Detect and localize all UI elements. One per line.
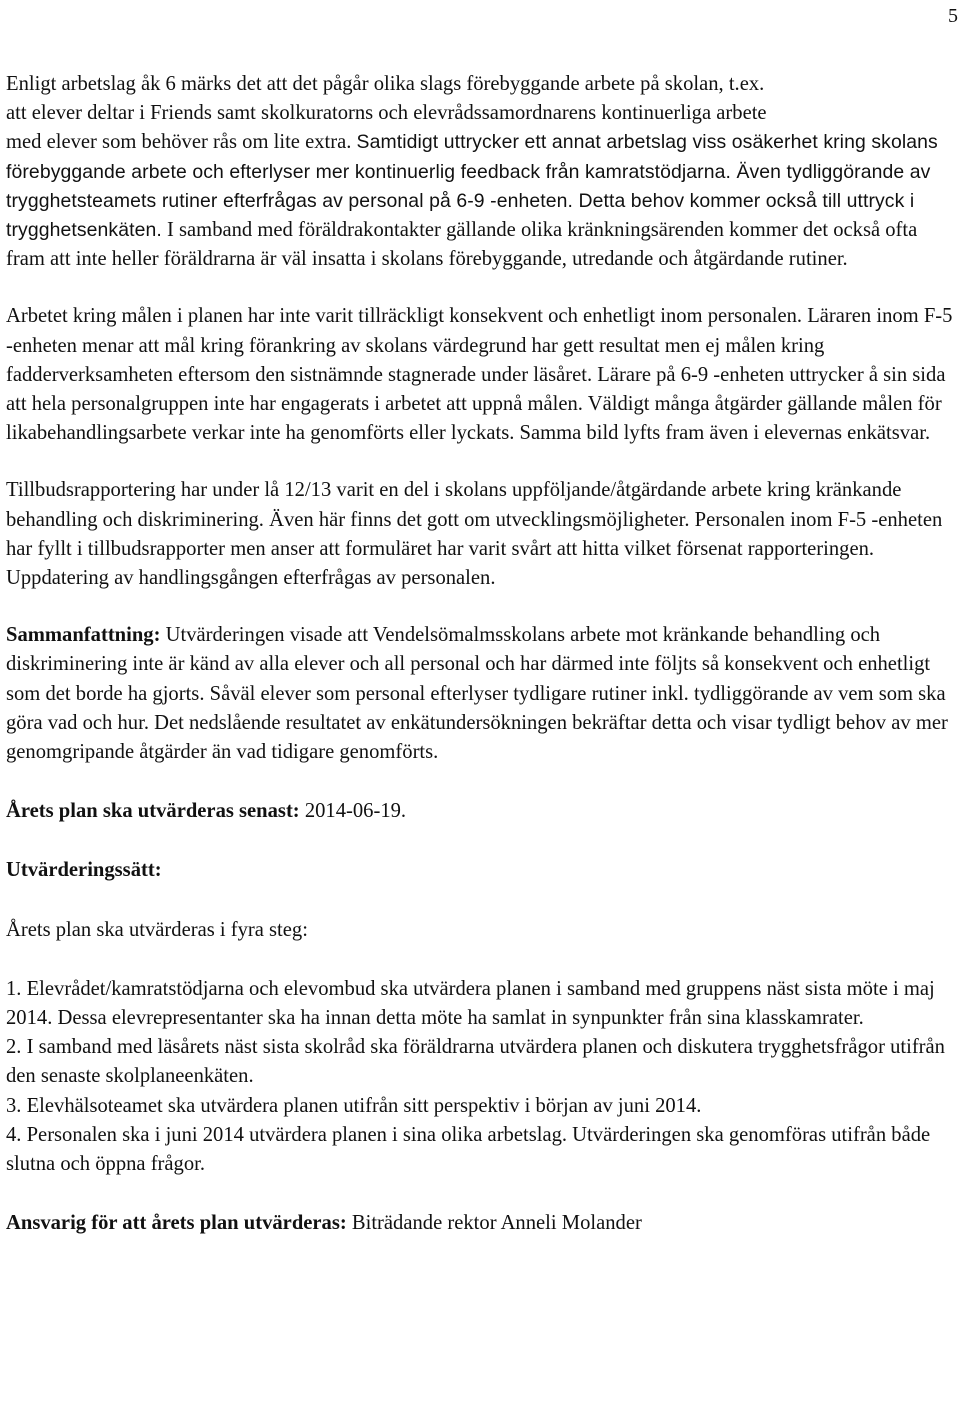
text-segment: I samband med föräldrakontakter gällande olika kränkningsärenden kommer det också ofta fram att inte heller föräldrarna är väl insatta i skolans förebyggande, utredande och åtgärdande rutiner. [6, 219, 918, 271]
steps-list [6, 975, 956, 1179]
method-heading: Utvärderingssätt: [6, 859, 162, 882]
paragraph-arbetslag [6, 70, 956, 274]
responsible-line [6, 1209, 956, 1238]
paragraph-summary [6, 621, 956, 767]
summary-label: Sammanfattning: [6, 624, 161, 647]
document-body [6, 70, 956, 1239]
deadline-line [6, 797, 956, 826]
step-item: 1. Elevrådet/kamratstödjarna och elevombud ska utvärdera planen i samband med gruppens näst sista möte i maj 2014. Dessa elevrepresentanter ska ha innan detta möte ha samlat in synpunkter från sina klasskamrater. [6, 977, 935, 1030]
page-number: 5 [948, 5, 958, 27]
deadline-label: Årets plan ska utvärderas senast: [6, 800, 300, 823]
step-item: 2. I samband med läsårets näst sista skolråd ska föräldrarna utvärdera planen och diskutera trygghetsfrågor utifrån den senaste skolplaneenkäten. [6, 1036, 945, 1088]
deadline-value: 2014-06-19. [299, 800, 407, 823]
summary-text: Utvärderingen visade att Vendelsömalmsskolans arbete mot kränkande behandling och diskriminering inte är känd av alla elever och all personal och har därmed inte följts så konsekvent och enhetligt som det borde ha gjorts. Såväl elever som personal efterlyser tydligare rutiner inkl. tydliggörande av vem som ska göra vad och hur. Det nedslående resultatet av enkätundersökningen bekräftar detta och visar tydligt behov av mer genomgripande åtgärder än vad tidigare genomförts. [6, 624, 948, 764]
responsible-value: Biträdande rektor Anneli Molander [346, 1212, 642, 1235]
paragraph-tillbudsrapportering: Tillbudsrapportering har under lå 12/13 varit en del i skolans uppföljande/åtgärdande arbete kring kränkande behandling och diskriminering. Även här finns det gott om utvecklingsmöjligheter. Personalen inom F-5 -enheten har fyllt i tillbudsrapporter men anser att formuläret har varit svårt att hitta vilket försenat rapporteringen. Uppdatering av handlingsgången efterfrågas av personalen. [6, 479, 943, 590]
step-item: 4. Personalen ska i juni 2014 utvärdera planen i sina olika arbetslag. Utvärderingen ska genomföras utifrån både slutna och öppna frågor. [6, 1123, 931, 1176]
text-line: Enligt arbetslag åk 6 märks det att det pågår olika slags förebyggande arbete på skolan, t.ex. [6, 73, 765, 95]
steps-intro: Årets plan ska utvärderas i fyra steg: [6, 918, 308, 941]
text-line: att elever deltar i Friends samt skolkuratorns och elevrådssamordnarens kontinuerliga arbete [6, 102, 767, 125]
text-sans-segment: Samtidigt uttrycker ett annat arbetslag viss osäkerhet kring skolans förebyggande arbete och efterlyser mer kontinuerlig feedback från kamratstödjarna. Även tydliggörande av trygghetsteamets rutiner efterfrågas av personal på 6-9 -enheten. Detta behov kommer också till uttryck i trygghetsenkäten. [6, 131, 938, 242]
paragraph-malen: Arbetet kring målen i planen har inte varit tillräckligt konsekvent och enhetligt inom personalen. Läraren inom F-5 -enheten menar att mål kring förankring av skolans värdegrund har gett resultat men ej målen kring fadderverksamheten eftersom den sistnämnde stagnerade under läsåret. Lärare på 6-9 -enheten uttrycker å sin sida att hela personalgruppen inte har engagerats i arbetet att uppnå målen. Väldigt många åtgärder gällande målen för likabehandlingsarbete verkar inte ha genomförts eller lyckats. Samma bild lyfts fram även i elevernas enkätsvar. [6, 305, 953, 445]
text-line: med elever som behöver rås om lite extra. [6, 131, 352, 154]
responsible-label: Ansvarig för att årets plan utvärderas: [6, 1212, 347, 1235]
step-item: 3. Elevhälsoteamet ska utvärdera planen utifrån sitt perspektiv i början av juni 2014. [6, 1094, 702, 1117]
